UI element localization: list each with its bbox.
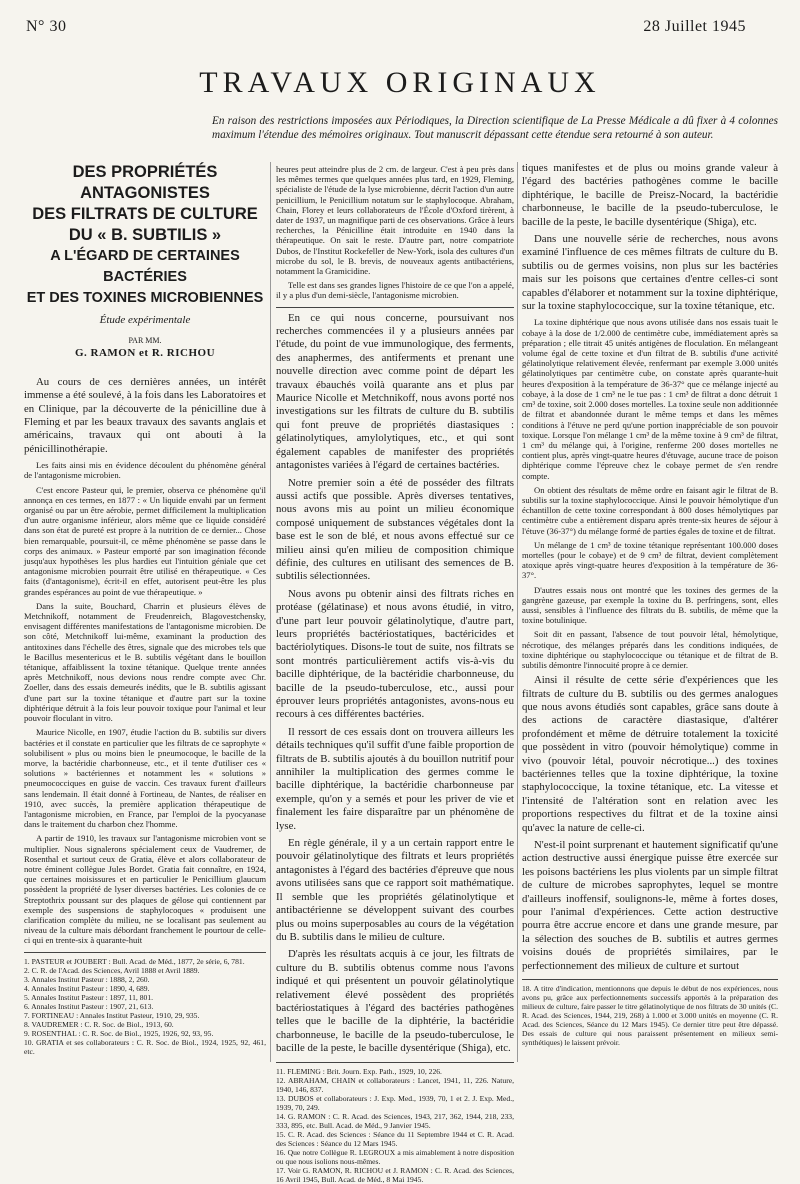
- footnotes: [522, 984, 778, 1047]
- article-subtitle: Étude expérimentale: [99, 314, 191, 326]
- paragraph: Dans une nouvelle série de recherches, nous avons examiné l'influence de ces mêmes filtrats de culture du B. subtilis ou de germes voisins, non plus sur les bactéries mais sur les poisons que certaines d'entre celles-ci sont capables d'élaborer et notamment sur la toxine diphtérique, sur la toxine staphylococcique, sur la toxine tétanique, etc.: [522, 233, 778, 313]
- paragraph: Soit dit en passant, l'absence de tout pouvoir létal, hémolytique, nécrotique, des mélanges préparés dans les conditions indiquées, de toxine diphtérique ou staphylococcique ou tétanique et de filtrat de B. subtilis démontre l'innocuité propre à ce dernier.: [522, 629, 778, 670]
- section-title: TRAVAUX ORIGINAUX: [199, 66, 601, 99]
- paragraph: Ainsi il résulte de cette série d'expériences que les filtrats de culture du B. subtilis ou des germes analogues que nous avons étudiés sont capables, grâce sans doute à des actions de caractère diastasique, d'altérer profondément et même de détruire totalement la toxicité que possèdent in vitro (pouvoir hémolytique) comme in vivo (pouvoir létal, pouvoir nécrotique...) des toxines bactériennes telles que la toxine diphtérique, la toxine staphylococcique, la toxine tétanique, etc. La vitesse et l'intensité de l'altération sont en relation avec les proportions respectives du filtrat et de la toxine ainsi qu'avec la nature de celle-ci.: [522, 674, 778, 834]
- footnote: 10. GRATIA et ses collaborateurs : C. R. Soc. de Biol., 1924, 1925, 92, 461, etc.: [24, 1037, 266, 1056]
- paragraph: Telle est dans ses grandes lignes l'histoire de ce que l'on a appelé, il y a plus d'un demi-siècle, l'antagonisme microbien.: [276, 280, 514, 301]
- paragraph: D'autres essais nous ont montré que les toxines des germes de la gangrène gazeuse, par exemple la toxine du B. perfringens, sont, elles aussi, sensibles à l'influence des filtrats du B. subtilis, de même que la toxine botulinique.: [522, 584, 778, 626]
- paragraph: tiques manifestes et de plus ou moins grande valeur à l'égard des bactéries pathogènes comme le bacille diphtérique, le bacille de Preisz-Nocard, la bactéridie charbonneuse, le bacille de la pseudo-tuberculose, le bacille de la peste, le bacille dysentérique (Shiga), etc.: [522, 162, 778, 228]
- title-line: ET DES TOXINES MICROBIENNES: [26, 290, 264, 306]
- issue-number: N° 30: [26, 18, 67, 35]
- column-divider: [270, 162, 271, 1062]
- paragraph: D'après les résultats acquis à ce jour, les filtrats de culture du B. subtilis obtenus comme nous l'avons indiqué et qui présentent un pouvoir gélatinolytique relativement élevé possèdent des propriétés bactériostatiques à l'égard des bactéries pathogènes telles que le bacille de la diphtérie, la bactéridie charbonneuse, le bacille de la pseudo-tuberculose, le bacille de la peste, le bacille dysentérique (Shiga), etc.: [276, 948, 514, 1055]
- title-line: A L'ÉGARD DE CERTAINES: [50, 248, 240, 264]
- article-title: [24, 162, 266, 309]
- footnote: 12. ABRAHAM, CHAIN et collaborateurs : Lancet, 1941, 11, 226. Nature, 1940, 146, 837.: [276, 1075, 514, 1094]
- footnotes: [276, 1067, 514, 1184]
- paragraph: A partir de 1910, les travaux sur l'antagonisme microbien vont se multiplier. Nous signalerons spécialement ceux de Vaudremer, de Rosenthal et surtout ceux de Gratia, élève et alors collaborateur de notre éminent collègue Jules Bordet. Gratia fait connaître, en 1924, que certaines moisissures et en particulier le Penicillium glaucum possèdent la propriété de lyser diverses bactéries. Les colonies de ce Streptothrix poussant sur des plaques de gélose qui contiennent par exemple des suspensions de staphylocoques « produisent une clarification complète du milieu, ne se localisant pas seulement au niveau de la culture mais débordant franchement le pourtour de celle-ci qui en trente-six à quarante-huit: [24, 833, 266, 946]
- footnote: 5. Annales Institut Pasteur : 1897, 11, 801.: [24, 992, 154, 1002]
- footnote: 16. Que notre Collègue R. LEGROUX a mis aimablement à notre disposition ou que nous isolions nous-mêmes.: [276, 1147, 514, 1166]
- title-line: DES PROPRIÉTÉS ANTAGONISTES: [72, 163, 218, 202]
- title-line: DU « B. SUBTILIS »: [68, 226, 222, 244]
- footnote: 18. A titre d'indication, mentionnons que depuis le début de nos expériences, nous avons pu, grâce aux perfectionnements successifs apportés à la préparation des milieux de culture, faire passer le titre gélatinolytique de nos filtrats de 30 unités (C. R. Acad. des Sciences, 1944, 219, 268) à 1.000 et 3.000 unités en moyenne (C. R. Acad. des Sciences, Séance du 12 Mars 1945). Ce dernier titre peut être dépassé. Des essais de culture qui nous paraissent présentement en milieux semi-synthétiques) le laissent prévoir.: [522, 984, 779, 1048]
- paragraph: Il ressort de ces essais dont on trouvera ailleurs les détails techniques qu'il suffit d'une faible proportion de filtrats de B. subtilis ajoutés à du bouillon nutritif pour annihiler la multiplication des germes comme le bacille diphtérique, la bactéridie charbonneuse par exemple, qu'on y a semés et pour les priver de vie et finalement les faire disparaître par un phénomène de lyse.: [276, 725, 514, 832]
- footnote: 6. Annales Institut Pasteur : 1907, 21, 613.: [24, 1001, 154, 1011]
- footnote-rule: [276, 1062, 514, 1063]
- paragraph: En ce qui nous concerne, poursuivant nos recherches commencées il y a plusieurs années par l'étude, du point de vue immunologique, des ferments, des anaphermes, des antiferments et prenant une nouvelle direction avec comme point de départ les travaux ébauchés voilà quarante ans et plus par Maurice Nicolle et Metchnikoff, nous avons porté nos investigations sur les filtrats de culture du B. subtilis qui font preuve de propriétés diastasiques : gélatinolytiques, amylolytiques, etc., et qui sont également capables de manifester des propriétés antagonistes variées à l'égard de certaines bactéries.: [276, 311, 514, 472]
- issue-date: 28 Juillet 1945: [643, 18, 746, 35]
- paragraph: Nous avons pu obtenir ainsi des filtrats riches en protéase (gélatinase) et nous avons étudié, in vitro, d'une part leur pouvoir gélatinolytique, d'autre part, leurs propriétés bactériostatiques, bactéricides et bactériolytiques. Disons-le tout de suite, nos filtrats se sont montrés particulièrement actifs vis-à-vis du bacille diphtérique, de la bactéridie charbonneuse, du bacille de la pseudo-tuberculose, etc., aussi pour éprouver leurs propriétés antagonistes, avons-nous eu recours à ces différentes bactéries.: [276, 587, 514, 721]
- footnote: 14. G. RAMON : C. R. Acad. des Sciences, 1943, 217, 362, 1944, 218, 233, 333, 895, etc. Bull. Acad. de Méd., 9 Janvier 1945.: [276, 1111, 514, 1130]
- column-divider: [517, 162, 518, 1062]
- paragraph: Dans la suite, Bouchard, Charrin et plusieurs élèves de Metchnikoff, notamment de Freudenreich, Blagovestchensky, envisagent différentes manifestations de l'antagonisme microbien. De son côté, Metchnikoff lui-même, examinant la production des antitoxines dans l'échelle des êtres, signale que des microbes tels que le Bacillus mesentericus et le B. subtilis végétant dans le bouillon tétanique, affaiblissent la toxine tétanique. Quelque trente années après Metchnikoff, nous devions nous rendre compte avec Chr. Zoeller, dans des essais demeurés inédits, que le B. subtilis agissant d'une part sur la toxine tétanique et d'autre part sur la toxine diphtérique détruit à la fois leur pouvoir toxique pour l'animal et leur pouvoir floculant in vitro.: [24, 600, 266, 724]
- footnote: 7. FORTINEAU : Annales Institut Pasteur, 1910, 29, 935.: [24, 1010, 200, 1020]
- paragraph: Maurice Nicolle, en 1907, étudie l'action du B. subtilis sur divers bactéries et il constate en particulier que les filtrats de ce saprophyte « solubilisent » plus ou moins bien le pneumocoque, le bacille de la morve, la bactéridie charbonneuse, etc., et il tente d'utiliser ces « solutions » bactériennes et notamment les « solutions » pneumococciques en guise de vaccin. Ces travaux furent d'ailleurs sans lendemain. Il était donné à Fortineau, de Nantes, de réaliser en 1910, avec succès, la première application thérapeutique de l'antagonisme microbien, en France, par l'emploi de la pyocyanase dans le traitement du charbon chez l'homme.: [24, 727, 266, 830]
- byline-prefix: PAR MM.: [128, 335, 162, 345]
- footnote-rule: [522, 979, 778, 980]
- article-authors: G. RAMON et R. RICHOU: [74, 347, 216, 360]
- footnote: 1. PASTEUR et JOUBERT : Bull. Acad. de Méd., 1877, 2e série, 6, 781.: [24, 956, 245, 966]
- column-1: [24, 162, 266, 1056]
- paragraph: N'est-il point surprenant et hautement significatif qu'une action destructive aussi énergique puisse être exercée sur les poisons bactériens les plus violents par un simple filtrat de culture de microbes saprophytes, lequel se montre d'ailleurs inoffensif, soulignons-le, même à fortes doses, pour l'animal d'expériences. Cette action destructive pourra être accrue encore et dans une grande mesure, par la sélection des souches de B. subtilis et autres germes voisins doués de propriétés similaires, par le perfectionnement des milieux de culture et surtout: [522, 839, 778, 972]
- paragraph: C'est encore Pasteur qui, le premier, observa ce phénomène qu'il annonça en ces termes, en 1877 : « Un liquide envahi par un ferment organisé ou par un être aérobie, permet difficilement la multiplication d'un autre organisme inférieur, alors même que ce liquide considéré dans son état de pureté est propre à la nutrition de ce dernier... Chose bien remarquable, poursuit-il, ce même phénomène se passe dans le corps des animaux. » Pasteur emporté par son imagination féconde jusqu'aux hypothèses les plus hardies eut l'intuition géniale que cet antagonisme microbien pourrait être utilisé en thérapeutique. « Ces faits (d'antagonisme), écrit-il en effet, autorisent peut-être les plus grandes espérances au point de vue thérapeutique. »: [24, 484, 266, 597]
- paragraph: heures peut atteindre plus de 2 cm. de largeur. C'est à peu près dans les mêmes termes que quelques années plus tard, en 1929, Fleming, spécialiste de l'étude de la lyse microbienne, décrit l'action d'un autre penicillium, le Penicillium notatum sur le staphylocoque. Abraham, Chain, Florey et leurs collaborateurs de l'École d'Oxford tirèrent, à dater de 1937, un magnifique parti de ces observations. Grâce à leurs recherches, la Pénicilline était introduite en 1940 dans la thérapeutique. On sait le reste. D'autre part, notre compatriote Dubos, de l'Institut Rockefeller de New-York, isola des cultures d'un microbe du sol, le B. brevis, de nouveaux agents antibactériens, notamment la Gramicidine.: [276, 164, 514, 277]
- footnote: 17. Voir G. RAMON, R. RICHOU et J. RAMON : C. R. Acad. des Sciences, 16 Avril 1945, Bull. Acad. de Méd., 8 Mai 1945.: [276, 1165, 514, 1184]
- paragraph: Un mélange de 1 cm³ de toxine tétanique représentant 100.000 doses mortelles (pour le cobaye) et de 9 cm³ de filtrat, devient complètement atoxique après vingt-quatre heures d'exposition à la température de 36-37°.: [522, 539, 778, 581]
- title-line: BACTÉRIES: [103, 269, 187, 285]
- footnotes: [24, 957, 266, 1056]
- footnote: 11. FLEMING : Brit. Journ. Exp. Path., 1929, 10, 226.: [276, 1066, 442, 1076]
- footnote: 8. VAUDREMER : C. R. Soc. de Biol., 1913, 60.: [24, 1019, 174, 1029]
- paragraph: Notre premier soin a été de posséder des filtrats aussi actifs que possible. Après diverses tentatives, nous avons mis au point un milieu économique composé uniquement de substances végétales dont la base est le son de blé, et nous avons effectué sur ce milieu ainsi qu'en milieu de composition chimique définie, des cultures en utilisant des semences de B. subtilis sélectionnées.: [276, 476, 514, 583]
- editorial-notice: En raison des restrictions imposées aux Périodiques, la Direction scientifique de La Presse Médicale a dû fixer à 4 colonnes maximum l'étendue des mémoires originaux. Tout manuscrit dépassant cette étendue sera retourné à son auteur.: [212, 115, 778, 141]
- paragraph: La toxine diphtérique que nous avons utilisée dans nos essais tuait le cobaye à la dose de 1/2.000 de centimètre cube, immédiatement après sa préparation ; elle titrait 45 unités antigènes de floculation. En mélangeant volume égal de cette toxine et d'un filtrat de B. subtilis d'une activité gélatinolytique relativement élevée, renfermant par exemple 3.000 unités gélatinolytiques par centimètre cube, on constate après quarante-huit heures d'exposition à la température de 36-37° que ce mélange injecté au cobaye, à la dose de 1 cm³ ne le tue pas : 1 cm³ de filtrat a donc détruit 1 cm³ de toxine, soit 2.000 doses mortelles. La toxine seule non additionnée de filtrat et abandonnée durant le même temps et dans les mêmes conditions à l'étuve ne perd qu'une portion inappréciable de son pouvoir toxique. Lorsque l'on mélange 1 cm³ de la même toxine à 9 cm³ de filtrat, 1 cm³ du mélange qui, à l'origine, renferme 200 doses mortelles ne contient plus, après vingt-quatre heures d'étuvage, aucune trace de poison diphtérique comme l'épreuve chez le cobaye permet de s'en rendre compte.: [522, 317, 778, 481]
- paragraph: Les faits ainsi mis en évidence découlent du phénomène général de l'antagonisme microbien.: [24, 460, 266, 481]
- section-rule: [276, 307, 514, 308]
- column-2: [276, 164, 514, 1184]
- footnote: 15. C. R. Acad. des Sciences : Séance du 11 Septembre 1944 et C. R. Acad. des Sciences : Séance du 12 Mars 1945.: [276, 1129, 514, 1148]
- footnote: 2. C. R. de l'Acad. des Sciences, Avril 1888 et Avril 1889.: [24, 965, 200, 975]
- title-line: DES FILTRATS DE CULTURE: [32, 205, 258, 223]
- column-3: [522, 162, 778, 1047]
- paragraph: En règle générale, il y a un certain rapport entre le pouvoir gélatinolytique des filtrats et leurs propriétés antagonistes à l'égard des bactéries d'épreuve que nous avons utilisées sans que ce rapport soit mathématique. Il semble que les propriétés gélatinolytique et antibactérienne se développent suivant des courbes plus ou moins superposables au cours de la végétation du B. subtilis dans le milieu de culture.: [276, 837, 514, 943]
- footnote: 4. Annales Institut Pasteur : 1890, 4, 689.: [24, 983, 150, 993]
- footnote: 9. ROSENTHAL : C. R. Soc. de Biol., 1925, 1926, 92, 93, 95.: [24, 1028, 214, 1038]
- footnote-rule: [24, 952, 266, 953]
- paragraph: On obtient des résultats de même ordre en faisant agir le filtrat de B. subtilis sur la toxine staphylococcique. Ainsi le pouvoir hémolytique d'un échantillon de cette toxine correspondant à 800 doses hémolytiques par centimètre cube a entièrement disparu après trente-six heures de séjour à l'étuve (36-37°) du mélange formé de parties égales de toxine et de filtrat.: [522, 484, 778, 536]
- page-header: [0, 0, 800, 40]
- footnote: 3. Annales Institut Pasteur : 1888, 2, 260.: [24, 974, 150, 984]
- paragraph: Au cours de ces dernières années, un intérêt immense a été soulevé, à la fois dans les Laboratoires et en Clinique, par la découverte de la pénicilline due à Fleming et par les beaux travaux des savants anglais et américains, travaux qui ont abouti à la pénicillinothérapie.: [24, 375, 266, 455]
- footnote: 13. DUBOS et collaborateurs : J. Exp. Med., 1939, 70, 1 et 2. J. Exp. Med., 1939, 70, 249.: [276, 1093, 514, 1112]
- article-title-lines: [24, 162, 266, 309]
